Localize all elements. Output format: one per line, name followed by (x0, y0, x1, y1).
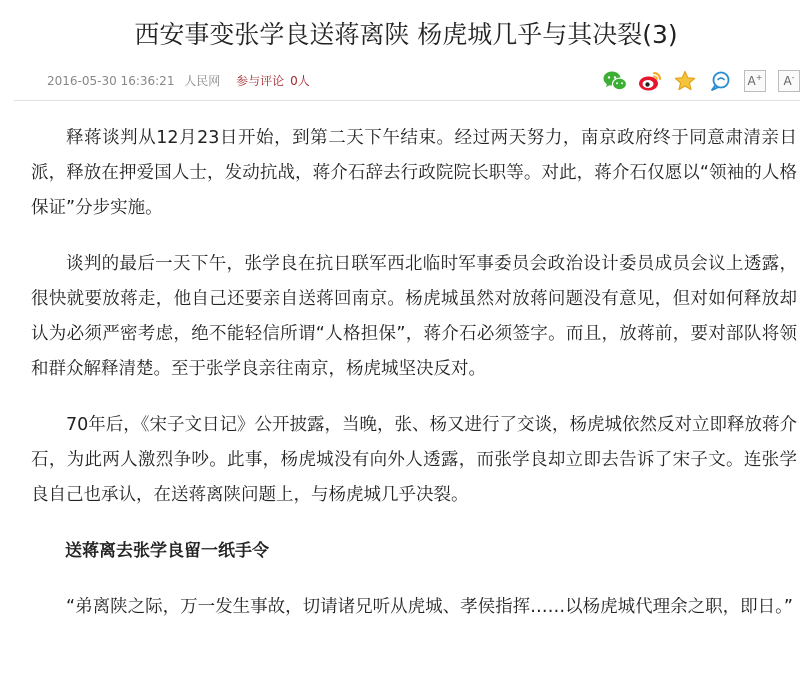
article-paragraph: 70年后，《宋子文日记》公开披露，当晚，张、杨又进行了交谈，杨虎城依然反对立即释放蒋介石，为此两人激烈争吵。此事，杨虎城没有向外人透露，而张学良却立即去告诉了宋子文。连张学良自己也承认，在送蒋离陕问题上，与杨虎城几乎决裂。 (31, 415, 798, 505)
comment-label: 参与评论 (236, 74, 285, 88)
comment-count: 0人 (290, 74, 310, 88)
article-quote: “弟离陕之际，万一发生事故，切请诸兄听从虎城、孝侯指挥……以杨虎城代理余之职，即日。” (66, 597, 793, 617)
article-source: 人民网 (184, 74, 221, 88)
font-decrease-button[interactable]: A - (778, 70, 800, 92)
article-paragraph: 释蒋谈判从12月23日开始，到第二天下午结束。经过两天努力，南京政府终于同意肃清亲日派，释放在押爱国人士，发动抗战，蒋介石辞去行政院院长职等。对此，蒋介石仅愿以“领袖的人格保证”分步实施。 (31, 128, 797, 218)
comment-link[interactable] (236, 74, 316, 88)
article-meta (47, 72, 316, 89)
article-body (31, 121, 797, 646)
weibo-icon[interactable] (638, 69, 662, 93)
article-subheading: 送蒋离去张学良留一纸手令 (65, 541, 269, 561)
font-increase-button[interactable]: A + (744, 70, 766, 92)
publish-datetime: 2016-05-30 16:36:21 (47, 74, 175, 88)
comment-bubble-icon[interactable] (708, 69, 732, 93)
article-paragraph: 谈判的最后一天下午，张学良在抗日联军西北临时军事委员会政治设计委员成员会议上透露，很快就要放蒋走，他自己还要亲自送蒋回南京。杨虎城虽然对放蒋问题没有意见，但对如何释放却认为必须严密考虑，绝不能轻信所谓“人格担保”，蒋介石必须签字。而且，放蒋前，要对部队将领和群众解释清楚。至于张学良亲往南京，杨虎城坚决反对。 (31, 254, 797, 379)
wechat-icon[interactable] (603, 69, 627, 93)
article-title: 西安事变张学良送蒋离陕 杨虎城几乎与其决裂(3) (134, 20, 678, 49)
star-icon[interactable] (673, 69, 697, 93)
share-toolbar (592, 68, 800, 94)
article-meta-bar (14, 64, 800, 101)
